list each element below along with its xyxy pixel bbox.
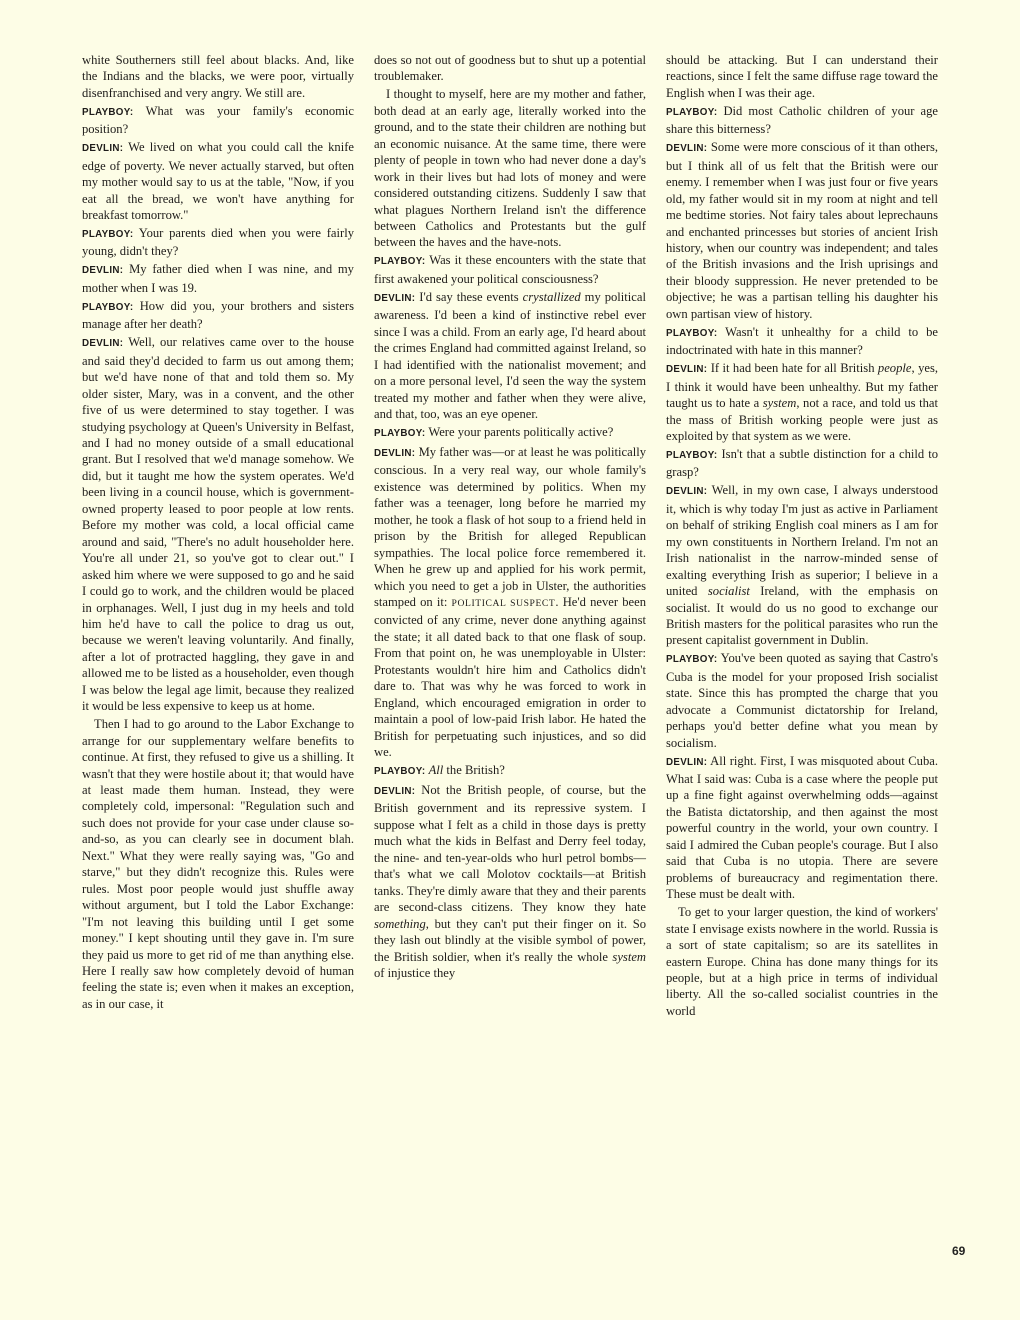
interviewer-question: PLAYBOY: Isn't that a subtle distinction for a child to grasp? [666, 446, 939, 480]
paragraph: Then I had to go around to the Labor Exchange to arrange for our supplementary welfare benefits to continue. At first, they refused to give us a shilling. It wasn't that they were hostile about it; that would have at least made them human. Instead, they were completely cold, impersonal: "Regulation such and such does not provide for your case under clause so-and-so, as you can clearly see in document blah. Next." What they were really saying was, "Go and starve," but they didn't recognize this. Rules were rules. Most poor people would just shuffle away without argument, but I told the Labor Exchange: "I'm not leaving this building until I get some money." I kept shouting until they gave in. I'm sure they paid us more to get rid of me than anything else. Here I really saw how completely devoid of human feeling the state is; even when it makes an exception, as in our case, it [82, 717, 354, 1011]
subject-answer: DEVLIN: My father was—or at least he was politically conscious. In a very real way, our whole family's existence was determined by politics. When my father was a teenager, long before he married my mother, he took a flask of hot soup to a friend held in prison by the British for alleged Republican sympathies. The local police force remembered it. When he grew up and applied for his work permit, which you need to get a job in Ulster, the authorities stamped on it: POLITICAL SUSPECT. He'd never been convicted of any crime, never done anything against the state; it all dated back to that one flask of soup. From that point on, he was unemployable in Ulster: Protestants wouldn't hire him and Catholics didn't dare to. That was why he was forced to work in England, which encouraged emigration in order to maintain a pool of low-paid Irish labor. He hated the British for perpetuating such injustices, and so did we. [374, 444, 647, 760]
interviewer-question: PLAYBOY: Did most Catholic children of your age share this bitterness? [666, 103, 938, 137]
paragraph: To get to your larger question, the kind of workers' state I envisage exists nowhere in the world. Russia is a sort of state capitalism; so are its satellites in eastern Europe. China has done many things for its people, but at a high price in terms of individual liberty. All the so-called socialist countries in the world [666, 905, 938, 1018]
speaker-label: DEVLIN: [666, 143, 708, 155]
speaker-label: PLAYBOY: [374, 256, 426, 268]
subject-answer: DEVLIN: If it had been hate for all British people, yes, I think it would have been unhealthy. But my father taught us to hate a system, not a race, and told us that the mass of British working people were just as exploited by that system as we were. [666, 361, 938, 443]
speaker-label: DEVLIN: [82, 265, 124, 277]
speaker-label: PLAYBOY: [82, 301, 134, 313]
interviewer-question: PLAYBOY: Wasn't it unhealthy for a child to be indoctrinated with hate in this manner? [666, 324, 939, 358]
subject-answer: DEVLIN: We lived on what you could call the knife edge of poverty. We never actually starved, but often my mother would say to us at the table, "Now, if you eat all the bread, we won't have anything for breakfast tomorrow." [82, 140, 354, 223]
speaker-label: DEVLIN: [374, 785, 416, 797]
paragraph: does so not out of goodness but to shut up a potential troublemaker. [374, 53, 646, 84]
interviewer-question: PLAYBOY: You've been quoted as saying that Castro's Cuba is the model for your proposed Irish socialist state. Since this has prompted the charge that you advocate a Communist dictatorship for Ireland, perhaps you'd better define what you mean by socialism. [666, 651, 938, 750]
speaker-label: DEVLIN: [82, 143, 124, 155]
speaker-label: DEVLIN: [82, 338, 124, 350]
speaker-label: PLAYBOY: [374, 766, 426, 778]
page-number: 69 [952, 1244, 966, 1258]
subject-answer: DEVLIN: I'd say these events crystallized my political awareness. I'd been a kind of instinctive rebel ever since I was a child. From an early age, I'd heard about the crimes England had committed against Ireland, so I had identified with the nationalist movement; and on a more personal level, I'd seen the way the system treated my mother and father when they were alive, and that, too, was an eye opener. [374, 289, 646, 422]
paragraph: should be attacking. But I can understand their reactions, since I felt the same diffuse rage toward the English when I was their age. [666, 53, 938, 100]
interviewer-question: PLAYBOY: Was it these encounters with the state that first awakened your political consciousness? [374, 253, 646, 286]
text-column-1 [82, 52, 354, 1014]
subject-answer: DEVLIN: Some were more conscious of it than others, but I think all of us felt that the British were our enemy. I remember when I was just four or five years old, my father would sit in my room at night and tell me bedtime stories. Not fairy tales about leprechauns and enchanted princesses but stories of ancient Irish history, when our country was independent; and tales of the British invasions and the Irish uprisings and their bloody suppression. He never pretended to be objective; he was a partisan telling his daughter his own partisan view of history. [666, 140, 938, 321]
subject-answer: DEVLIN: Not the British people, of course, but the British government and its repressive system. I suppose what I felt as a child in those days is pretty much what the kids in Belfast and Derry feel today, the nine- and ten-year-olds who hurl petrol bombs—that's what we call Molotov cocktails—at British tanks. They're dimly aware that they and their parents are second-class citizens. They know they hate something, but they can't put their finger on it. So they lash out blindly at the visible symbol of power, the British soldier, when it's really the whole system of injustice they [374, 782, 646, 980]
speaker-label: DEVLIN: [374, 292, 416, 304]
speaker-label: PLAYBOY: [666, 106, 718, 118]
speaker-label: PLAYBOY: [666, 449, 718, 461]
speaker-label: DEVLIN: [666, 364, 708, 376]
speaker-label: PLAYBOY: [374, 427, 426, 439]
speaker-label: PLAYBOY: [82, 229, 134, 241]
speaker-label: DEVLIN: [374, 447, 416, 459]
text-column-3 [666, 52, 938, 1021]
interviewer-question: PLAYBOY: How did you, your brothers and sisters manage after her death? [82, 298, 354, 332]
speaker-label: PLAYBOY: [666, 654, 718, 666]
text-column-2 [374, 52, 646, 983]
speaker-label: PLAYBOY: [82, 106, 134, 118]
subject-answer: DEVLIN: Well, in my own case, I always understood it, which is why today I'm just as active in Parliament on behalf of striking English coal miners as I am for my own constituents in Northern Ireland. I'm not an Irish nationalist in the narrow-minded sense of exalting everything Irish as superior; I believe in a united socialist Ireland, with the emphasis on socialist. It would do us no good to exchange our British masters for the political parasites who run the present capitalist government in Dublin. [666, 483, 938, 648]
speaker-label: PLAYBOY: [666, 327, 718, 339]
paragraph: I thought to myself, here are my mother and father, both dead at an early age, literally worked into the ground, and to the state their children are nothing but an economic nuisance. At the same time, there were plenty of people in town who had never done a day's work in their lives but had lots of money and were considered outstanding citizens. Suddenly I saw that what plagues Northern Ireland isn't the difference between Catholics and Protestants but the gulf between the haves and the have-nots. [374, 87, 646, 250]
subject-answer: DEVLIN: All right. First, I was misquoted about Cuba. What I said was: Cuba is a case where the people put up a fine fight against overwhelming odds—against the Batista dictatorship, and then against the most powerful country in the world, your own country. I said I admired the Cuban people's courage. But I also said that Cuba is no utopia. There are severe problems of bureaucracy and regimentation there. These must be dealt with. [666, 753, 938, 902]
interviewer-question: PLAYBOY: All the British? [374, 763, 505, 778]
paragraph: white Southerners still feel about blacks. And, like the Indians and the blacks, we were poor, virtually disenfranchised and very angry. We still are. [82, 53, 354, 100]
subject-answer: DEVLIN: My father died when I was nine, and my mother when I was 19. [82, 262, 354, 295]
interviewer-question: PLAYBOY: Your parents died when you were fairly young, didn't they? [82, 226, 354, 259]
subject-answer: DEVLIN: Well, our relatives came over to the house and said they'd decided to farm us out among them; but we'd have none of that and told them so. My older sister, Mary, was in a convent, and the other five of us were determined to stay together. I was studying psychology at Queen's University in Belfast, and I had no money outside of a small educational grant. But I resolved that we'd manage somehow. We did, but it taught me how the system operates. We'd been living in a council house, which is government-owned property leased to poor people at low rents. Before my mother was cold, a local official came around and said, "There's no adult householder here. You're all under 21, so you've got to clear out." I asked him where we were supposed to go and he said I could go to work, and the children would be placed in orphanages. Well, I just dug in my heels and told him he'd have to call the police to drag us out, because we weren't leaving voluntarily. And finally, after a lot of protracted haggling, they gave in and allowed me to be listed as a householder, even though I was below the legal age limit, because they realized it would be less expensive to keep us at home. [82, 335, 355, 714]
interviewer-question: PLAYBOY: What was your family's economic position? [82, 103, 354, 137]
speaker-label: DEVLIN: [666, 756, 708, 768]
speaker-label: DEVLIN: [666, 486, 708, 498]
interviewer-question: PLAYBOY: Were your parents politically active? [374, 424, 614, 439]
